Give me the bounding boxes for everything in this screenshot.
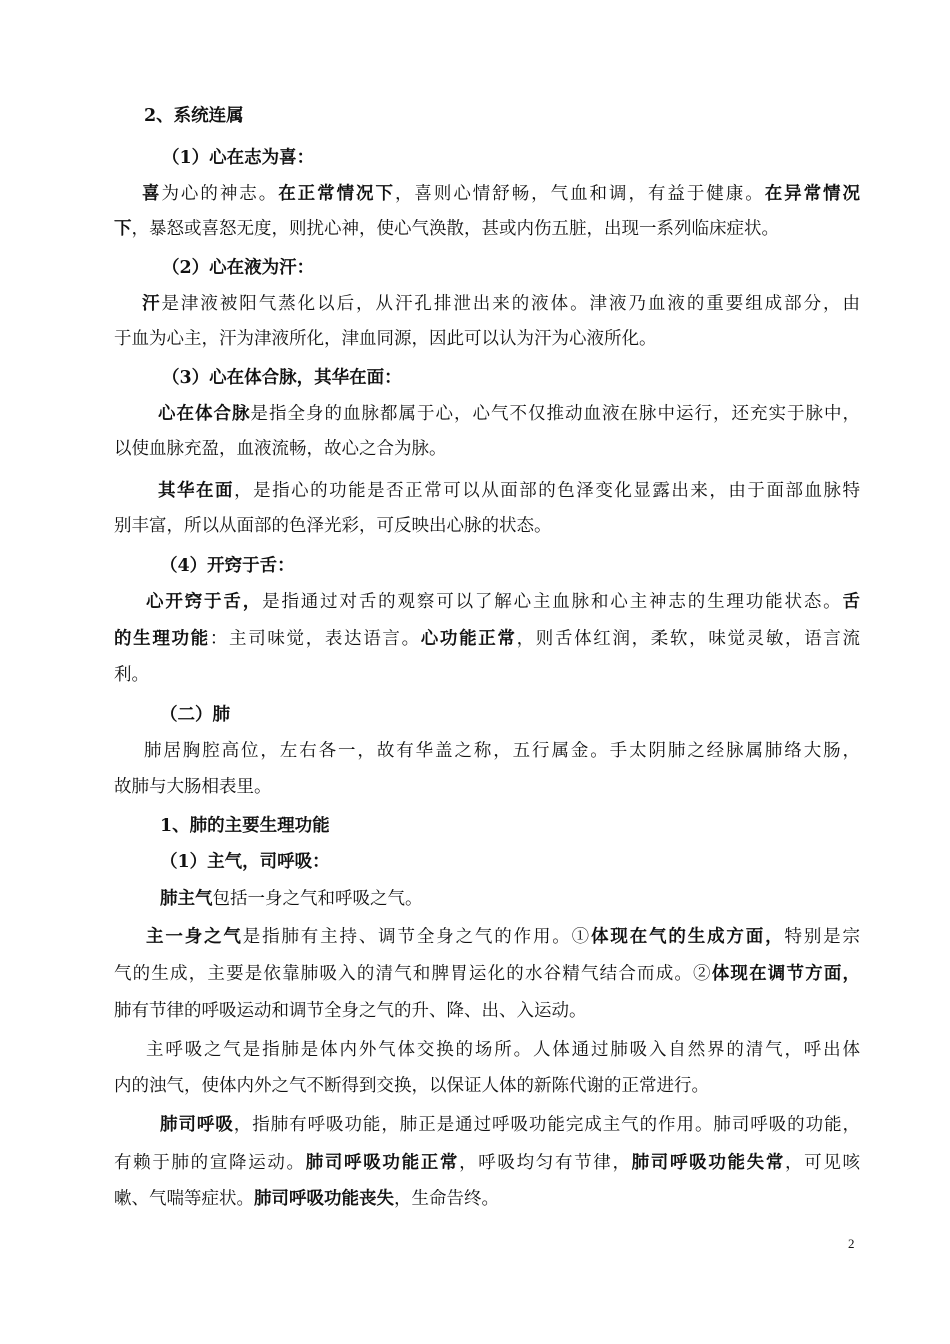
bold-text-run: 心功能正常 <box>420 629 517 649</box>
paragraph-line <box>158 480 860 502</box>
subsection-heading <box>160 851 906 873</box>
bold-text-run: 汗 <box>142 294 162 314</box>
paragraph-line <box>160 1114 860 1136</box>
bold-text-run: 喜 <box>142 184 162 204</box>
text-run: ，是指心的功能是否正常可以从面部的色泽变化显露出来，由于面部血脉特 <box>234 481 861 501</box>
bold-text-run: 2、系统连属 <box>144 106 244 126</box>
bold-text-run: 1、肺的主要生理功能 <box>160 816 330 836</box>
text-run: 主呼吸之气是指肺是体内外气体交换的场所。人体通过肺吸入自然界的清气，呼出体 <box>146 1040 860 1060</box>
text-run: ，生命告终。 <box>394 1189 499 1209</box>
bold-text-run: （3）心在体合脉，其华在面： <box>162 368 402 388</box>
paragraph-line <box>114 963 860 985</box>
section-heading <box>160 815 906 837</box>
paragraph-line <box>146 1039 860 1061</box>
text-run: 是指通过对舌的观察可以了解心主血脉和心主神志的生理功能状态。 <box>262 592 843 612</box>
text-run: 以使血脉充盈，血液流畅，故心之合为脉。 <box>114 439 447 459</box>
text-run: 是指肺有主持、调节全身之气的作用。① <box>242 927 591 947</box>
text-run: ，可见咳 <box>785 1153 861 1173</box>
section-heading <box>160 704 906 726</box>
subsection-heading <box>162 367 908 389</box>
text-run: 嗽、气喘等症状。 <box>114 1189 254 1209</box>
text-run: ，暴怒或喜怒无度，则扰心神，使心气涣散，甚或内伤五脏，出现一系列临床症状。 <box>131 219 779 239</box>
text-run: 为心的神志。 <box>161 184 279 204</box>
text-run: 肺居胸腔高位，左右各一，故有华盖之称，五行属金。手太阴肺之经脉属肺络大肠， <box>144 741 860 761</box>
text-run: 别丰富，所以从面部的色泽光彩，可反映出心脉的状态。 <box>114 516 552 536</box>
text-run: 内的浊气，使体内外之气不断得到交换，以保证人体的新陈代谢的正常进行。 <box>114 1076 709 1096</box>
paragraph-line <box>114 1075 860 1097</box>
bold-text-run: 肺司呼吸功能失常 <box>631 1153 786 1173</box>
paragraph-line <box>114 515 860 537</box>
text-run: ，呼吸均匀有节律， <box>459 1153 632 1173</box>
paragraph-line <box>114 328 860 350</box>
text-run: 故肺与大肠相表里。 <box>114 777 272 797</box>
bold-text-run: 其华在面 <box>158 481 235 501</box>
paragraph-line <box>142 183 860 205</box>
bold-text-run: 体现在调节方面， <box>711 964 861 984</box>
text-run: ：主司味觉，表达语言。 <box>209 629 421 649</box>
paragraph-line <box>144 740 860 762</box>
bold-text-run: （1）主气，司呼吸： <box>160 852 330 872</box>
bold-text-run: 肺司呼吸功能丧失 <box>254 1189 394 1209</box>
text-run: ，喜则心情舒畅，气血和调，有益于健康。 <box>394 184 765 204</box>
paragraph-line <box>146 926 860 948</box>
paragraph-line <box>158 403 860 425</box>
paragraph-line <box>146 591 860 613</box>
bold-text-run: （2）心在液为汗： <box>162 258 315 278</box>
paragraph-line <box>114 628 860 650</box>
text-run: 肺有节律的呼吸运动和调节全身之气的升、降、出、入运动。 <box>114 1001 587 1021</box>
paragraph-line <box>114 1000 860 1022</box>
bold-text-run: 在正常情况下 <box>278 184 395 204</box>
bold-text-run: 舌 <box>842 592 861 612</box>
subsection-heading <box>162 257 908 279</box>
text-run: 有赖于肺的宣降运动。 <box>114 1153 306 1173</box>
page-number: 2 <box>848 1236 855 1251</box>
paragraph-line <box>114 1152 860 1174</box>
subsection-heading <box>162 147 908 169</box>
bold-text-run: 的生理功能 <box>114 629 210 649</box>
text-run: 是指全身的血脉都属于心，心气不仅推动血液在脉中运行，还充实于脉中， <box>250 404 860 424</box>
text-run: ，则舌体红润，柔软，味觉灵敏，语言流 <box>516 629 861 649</box>
bold-text-run: 肺司呼吸功能正常 <box>305 1153 460 1173</box>
bold-text-run: （1）心在志为喜： <box>162 148 315 168</box>
bold-text-run: 在异常情况 <box>764 184 861 204</box>
bold-text-run: （4）开窍于舌： <box>160 556 295 576</box>
text-run: 气的生成，主要是依靠肺吸入的清气和脾胃运化的水谷精气结合而成。② <box>114 964 712 984</box>
paragraph-line <box>114 664 860 686</box>
bold-text-run: 肺司呼吸 <box>160 1115 234 1135</box>
bold-text-run: 主一身之气 <box>146 927 243 947</box>
subsection-heading <box>160 555 906 577</box>
bold-text-run: 心开窍于舌， <box>146 592 263 612</box>
paragraph-line <box>160 888 860 910</box>
text-run: 是津液被阳气蒸化以后，从汗孔排泄出来的液体。津液乃血液的重要组成部分，由 <box>161 294 861 314</box>
section-heading <box>144 105 890 127</box>
bold-text-run: 心在体合脉 <box>158 404 251 424</box>
text-run: 于血为心主，汗为津液所化，津血同源，因此可以认为汗为心液所化。 <box>114 329 657 349</box>
paragraph-line <box>114 1188 860 1210</box>
bold-text-run: 肺主气 <box>160 889 213 909</box>
bold-text-run: （二）肺 <box>160 705 230 725</box>
text-run: 利。 <box>114 665 149 685</box>
paragraph-line <box>142 293 860 315</box>
text-run: 包括一身之气和呼吸之气。 <box>212 889 423 909</box>
text-run: 特别是宗 <box>784 927 861 947</box>
paragraph-line <box>114 776 860 798</box>
text-run: ，指肺有呼吸功能，肺正是通过呼吸功能完成主气的作用。肺司呼吸的功能， <box>233 1115 861 1135</box>
paragraph-line <box>114 218 860 240</box>
bold-text-run: 体现在气的生成方面， <box>591 927 785 947</box>
bold-text-run: 下 <box>114 219 132 239</box>
paragraph-line <box>114 438 860 460</box>
